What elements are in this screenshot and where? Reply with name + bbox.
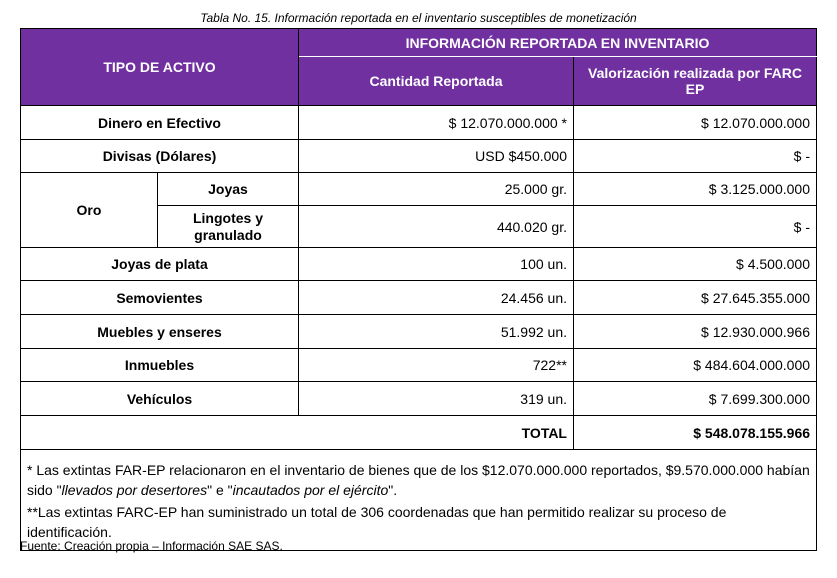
row-tipo: Dinero en Efectivo bbox=[21, 106, 299, 140]
row-subtipo: Lingotes y granulado bbox=[158, 206, 299, 248]
note-text: " e " bbox=[207, 482, 233, 498]
row-valor: $ 3.125.000.000 bbox=[574, 173, 817, 206]
note-text: * Las extintas FAR-EP relacionaron en el inventario de bienes que de los $12.070.000.000 reportados, $9.570.000.000 habían sido " bbox=[27, 462, 810, 498]
row-cantidad: 100 un. bbox=[299, 248, 574, 281]
row-cantidad: 51.992 un. bbox=[299, 315, 574, 349]
note-desertores bbox=[27, 460, 810, 500]
row-valor: $ - bbox=[574, 140, 817, 173]
total-value: $ 548.078.155.966 bbox=[574, 416, 817, 450]
table-row bbox=[21, 140, 817, 173]
row-tipo: Divisas (Dólares) bbox=[21, 140, 299, 173]
note-emphasis: llevados por desertores bbox=[61, 482, 208, 498]
note-coordenadas: **Las extintas FARC-EP han suministrado un total de 306 coordenadas que han permitido realizar su proceso de identificación. bbox=[27, 504, 727, 540]
row-cantidad: 319 un. bbox=[299, 382, 574, 416]
total-blank-left bbox=[21, 416, 299, 450]
table-row bbox=[21, 173, 817, 206]
row-subtipo: Joyas bbox=[158, 173, 299, 206]
row-valor: $ 27.645.355.000 bbox=[574, 281, 817, 315]
row-tipo: Joyas de plata bbox=[21, 248, 299, 281]
row-valor: $ 12.930.000.966 bbox=[574, 315, 817, 349]
row-valor: $ 484.604.000.000 bbox=[574, 349, 817, 382]
header-row-top bbox=[21, 29, 817, 57]
header-tipo-activo: TIPO DE ACTIVO bbox=[21, 29, 299, 106]
row-cantidad: 722** bbox=[299, 349, 574, 382]
source-note: Fuente: Creación propia – Información SAE SAS. bbox=[20, 539, 283, 553]
row-valor: $ - bbox=[574, 206, 817, 248]
row-cantidad: $ 12.070.000.000 * bbox=[299, 106, 574, 140]
row-valor: $ 12.070.000.000 bbox=[574, 106, 817, 140]
table-row bbox=[21, 315, 817, 349]
notes-cell bbox=[21, 450, 817, 551]
row-tipo: Inmuebles bbox=[21, 349, 299, 382]
row-tipo: Semovientes bbox=[21, 281, 299, 315]
row-valor: $ 7.699.300.000 bbox=[574, 382, 817, 416]
table-row bbox=[21, 382, 817, 416]
table-row bbox=[21, 349, 817, 382]
inventory-table bbox=[20, 28, 817, 551]
total-label: TOTAL bbox=[299, 416, 574, 450]
header-valorizacion: Valorización realizada por FARC EP bbox=[574, 57, 817, 106]
row-tipo-oro: Oro bbox=[21, 173, 158, 248]
row-cantidad: 25.000 gr. bbox=[299, 173, 574, 206]
row-valor: $ 4.500.000 bbox=[574, 248, 817, 281]
table-row bbox=[21, 106, 817, 140]
header-cantidad: Cantidad Reportada bbox=[299, 57, 574, 106]
row-cantidad: USD $450.000 bbox=[299, 140, 574, 173]
table-caption: Tabla No. 15. Información reportada en el inventario susceptibles de monetización bbox=[200, 11, 637, 25]
note-text: ". bbox=[388, 482, 398, 498]
note-emphasis: incautados por el ejército bbox=[232, 482, 389, 498]
row-cantidad: 24.456 un. bbox=[299, 281, 574, 315]
notes-row bbox=[21, 450, 817, 551]
table-row bbox=[21, 248, 817, 281]
row-tipo: Muebles y enseres bbox=[21, 315, 299, 349]
total-row bbox=[21, 416, 817, 450]
row-cantidad: 440.020 gr. bbox=[299, 206, 574, 248]
header-info-reportada: INFORMACIÓN REPORTADA EN INVENTARIO bbox=[299, 29, 817, 57]
row-tipo: Vehículos bbox=[21, 382, 299, 416]
table-row bbox=[21, 281, 817, 315]
